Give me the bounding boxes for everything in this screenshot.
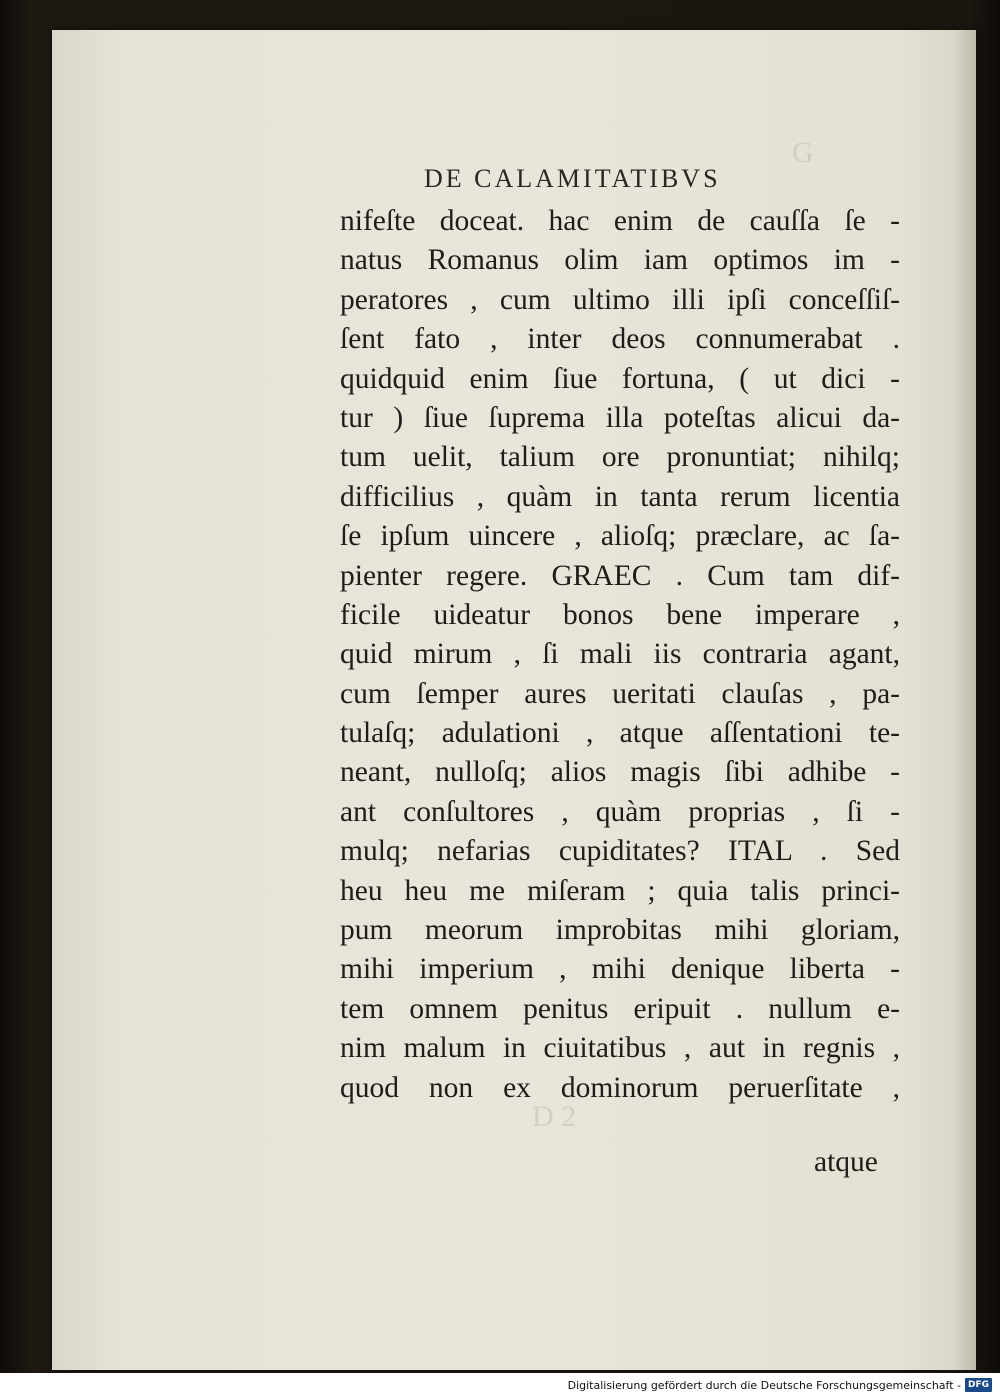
text-line: natus Romanus olim iam optimos im - [340, 244, 900, 277]
text-line: tum uelit, talium ore pronuntiat; nihilq; [340, 441, 900, 474]
text-line: pienter regere. GRAEC . Cum tam dif- [340, 559, 900, 592]
catchword: atque [814, 1146, 878, 1178]
text-line: pum meorum improbitas mihi gloriam, [340, 914, 900, 947]
text-line: quidquid enim ſiue fortuna, ( ut dici - [340, 362, 900, 395]
show-through-mark: D 2 [532, 1100, 577, 1133]
running-head: DE CALAMITATIBVS [424, 164, 721, 193]
text-line: mihi imperium , mihi denique liberta - [340, 953, 900, 986]
body-text [340, 202, 900, 1108]
text-line: ficile uideatur bonos bene imperare , [340, 598, 900, 631]
text-line: neant, nulloſq; alios magis ſibi adhibe - [340, 756, 900, 789]
show-through-mark: G [792, 136, 814, 169]
text-line: quid mirum , ſi mali iis contraria agant, [340, 638, 900, 671]
text-line: ant conſultores , quàm proprias , ſi - [340, 795, 900, 828]
text-line: ſe ipſum uincere , alioſq; præclare, ac ſa- [340, 520, 900, 553]
text-line: nifeſte doceat. hac enim de cauſſa ſe - [340, 205, 900, 237]
text-line: mulq; nefarias cupiditates? ITAL . Sed [340, 835, 900, 868]
book-page [52, 30, 976, 1370]
text-line: tulaſq; adulationi , atque aſſentationi te- [340, 717, 900, 750]
text-line: difficilius , quàm in tanta rerum licentia [340, 480, 900, 513]
text-line: heu heu me miſeram ; quia talis princi- [340, 874, 900, 907]
text-line: nim malum in ciuitatibus , aut in regnis , [340, 1032, 900, 1065]
text-line: quod non ex dominorum peruerſitate , [340, 1071, 900, 1104]
funding-credit: Digitalisierung gefördert durch die Deutsche Forschungsgemeinschaft - [567, 1378, 961, 1392]
footer-bar [0, 1373, 1000, 1397]
text-line: tem omnem penitus eripuit . nullum e- [340, 992, 900, 1025]
text-line: peratores , cum ultimo illi ipſi conceſſiſ- [340, 283, 900, 316]
dfg-logo: DFG [965, 1378, 992, 1392]
page-edge-shadow [954, 30, 976, 1370]
text-line: tur ) ſiue ſuprema illa poteſtas alicui da- [340, 401, 900, 434]
text-line: cum ſemper aures ueritati clauſas , pa- [340, 677, 900, 710]
text-line: ſent fato , inter deos connumerabat . [340, 323, 900, 356]
